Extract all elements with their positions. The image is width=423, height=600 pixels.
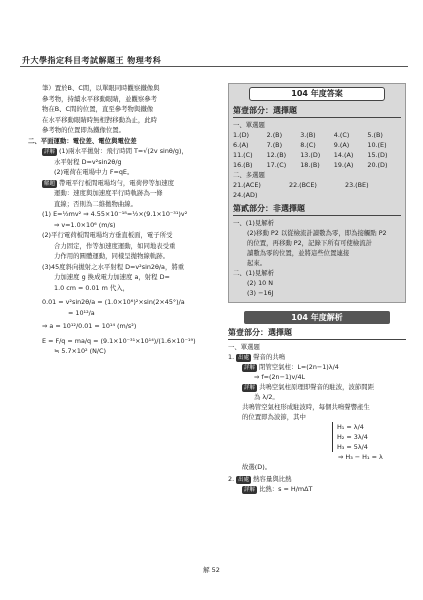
- answer-item: 12.(B): [266, 151, 287, 159]
- text-line: 故選(D)。: [242, 463, 272, 471]
- question-heading: [228, 474, 406, 484]
- label-badge: 詳解: [244, 385, 256, 391]
- solution-line: 運動：速度與加速度平行時軌跡為一條: [54, 189, 163, 197]
- running-header: 升大學指定科目考試解題王 物理考科: [22, 56, 162, 65]
- answer-item: 2.(B): [266, 131, 283, 139]
- subsection-heading: 一、單選題: [233, 121, 265, 129]
- label-badge: 解題: [44, 180, 56, 187]
- subsection-heading: 一、單選題: [228, 343, 260, 351]
- answer-item: 14.(A): [333, 151, 354, 159]
- equation-line: ⇒ H₃ − H₁ = λ: [338, 453, 383, 461]
- text-line: 一、(1)見解析: [233, 219, 275, 227]
- text-line: 力作用的圓體運動，同樣呈拋物線軌跡。: [54, 252, 170, 260]
- solution-line: [28, 178, 223, 189]
- text-line: 的位置，再移動 P2，記錄下所有可使檢流計: [247, 239, 372, 247]
- equation-line: = 10¹²/a: [68, 308, 95, 317]
- equation-line: (1) E=½mv² ⇒ 4.55×10⁻¹⁸=½×(9.1×10⁻³¹)v²: [42, 210, 188, 218]
- answer-item: 10.(E): [367, 141, 387, 149]
- text-line: (2)移動 P2 以從檢流計讀數為零，即為接觸點 P2: [247, 229, 387, 237]
- solution-title: 104 年度解析: [244, 311, 390, 324]
- text-line: (3)45度斜向拋射之水平射程 D=v²sin2θ/a，將重: [42, 262, 185, 271]
- text-line: 二、(1)見解析: [233, 269, 275, 277]
- answer-item: 24.(AD): [233, 191, 258, 199]
- right-column: [228, 83, 406, 494]
- formula-text: 比熱：s = H/mΔT: [259, 485, 313, 493]
- page-number: 解 52: [203, 566, 220, 574]
- answer-item: 7.(B): [266, 141, 283, 149]
- section-heading: 第壹部分：選擇題: [228, 326, 406, 340]
- label-badge: 出處: [238, 477, 250, 483]
- solution-line: [228, 382, 406, 392]
- answer-item: 23.(BE): [345, 181, 369, 189]
- solution-line: 為 λ/2。: [254, 393, 279, 401]
- answer-item: 9.(A): [333, 141, 350, 149]
- text-line: 在水平移動眼睛時無相對移動為止，此時: [42, 115, 158, 124]
- formula-line: [228, 362, 406, 372]
- answer-item: 1.(D): [233, 131, 250, 139]
- question-heading: [228, 352, 406, 362]
- formula-text: (1)兩水平拋射：飛行時間 T=√(2v sinθ/g)，: [59, 147, 188, 155]
- text-line: 筆）置於B、C間，以單眼同時觀察鐵像與: [42, 84, 160, 92]
- equation-result: ≒ 5.7×10² (N/C): [54, 347, 107, 355]
- label-badge: 出處: [238, 355, 250, 361]
- text-line: (2) 10 N: [247, 279, 274, 287]
- solution-text: 帶電平行板間電場均勻，電荷停等加速度: [59, 178, 175, 187]
- question-title: 平面運動：電位差、電位與電位差: [40, 136, 137, 145]
- question-topic: 熱容量與比熱: [253, 475, 292, 483]
- answer-item: 6.(A): [233, 141, 249, 149]
- formula-line: [28, 146, 223, 157]
- text-line: (3) −16J: [247, 289, 274, 297]
- equation-line: H₂ = 3λ/4: [337, 433, 368, 441]
- answer-title: 104 年度答案: [249, 87, 385, 101]
- equation-line: H₁ = λ/4: [337, 423, 364, 431]
- answer-item: 8.(C): [300, 141, 316, 149]
- label-badge: 詳解: [44, 149, 56, 155]
- equation-line: ⇒ v=1.0×10⁶ (m/s): [54, 220, 116, 229]
- equation-line: E = F/q = ma/q = (9.1×10⁻³¹×10¹⁴)/(1.6×10⁻¹⁹): [42, 336, 196, 345]
- equation-bracket: [332, 422, 406, 452]
- label-badge: 詳解: [244, 365, 256, 371]
- answer-item: 20.(D): [367, 161, 388, 169]
- section-heading: 第壹部分：選擇題: [233, 104, 401, 118]
- text-line: (2)平行電荷板間電場均方垂直板面，電子所受: [42, 231, 173, 239]
- answer-item: 22.(BCE): [289, 181, 317, 189]
- formula-line: (2)電荷在電場中力 F=qE。: [54, 168, 134, 176]
- answer-item: 16.(B): [233, 161, 253, 169]
- answer-item: 17.(C): [266, 161, 287, 169]
- equation-line: ⇒ a = 10¹²/0.01 = 10¹⁴ (m/s²): [42, 322, 137, 330]
- question-topic: 聲音的共鳴: [253, 353, 286, 361]
- solution-line: 直線；否則為二維拋物曲線。: [54, 199, 138, 208]
- question-number: 2.: [228, 475, 235, 483]
- formula-line: ⇒ f=(2n−1)v/4L: [254, 373, 306, 381]
- answer-item: 3.(B): [300, 131, 316, 139]
- text-line: 1.0 cm = 0.01 m 代入，: [54, 283, 130, 292]
- answer-item: 5.(B): [367, 131, 383, 139]
- question-number: 二、: [28, 136, 41, 145]
- formula-line: [228, 484, 406, 494]
- subsection-heading: 二、多選題: [233, 171, 265, 179]
- multi-answers-grid: [233, 180, 401, 200]
- formula-line: 水平射程 D=v²sin2θ/g: [54, 157, 122, 166]
- text-line: 力加速度 g 換成電力加速度 a，射程 D=: [54, 273, 170, 281]
- text-line: 參考物的位置即為鐵像位置。: [42, 126, 126, 134]
- text-line: 起來。: [247, 259, 267, 267]
- text-line: 讀數為零的位置，並將這些位置連接: [247, 249, 350, 257]
- answer-item: 19.(A): [333, 161, 354, 169]
- answer-item: 13.(D): [300, 151, 321, 159]
- header-rule: [20, 66, 408, 67]
- label-badge: 詳解: [244, 487, 256, 493]
- answer-box: [228, 83, 406, 303]
- text-line: 物在B、C間的位置，直至參考物與鐵像: [42, 105, 154, 113]
- equation-line: 0.01 = v²sin2θ/a = (1.0×10⁶)²×sin(2×45°)/a: [42, 298, 185, 306]
- text-line: 合力固定，作等加速度運動，如同地表受重: [54, 241, 176, 250]
- text-line: 的位置即為波節，其中: [242, 413, 306, 421]
- solution-text: 共鳴空氣柱原理即聲音的駐波，波節間距: [259, 383, 375, 391]
- single-answers-grid: [233, 130, 401, 170]
- question-2-heading: [28, 136, 223, 147]
- text-line: 參考物，持續水平移動眼睛，並觀察參考: [42, 94, 158, 103]
- formula-text: 閉管空氣柱：L=(2n−1)λ/4: [259, 363, 339, 371]
- left-column: [28, 83, 223, 357]
- answer-item: 21.(ACE): [233, 181, 261, 189]
- text-line: 共鳴管空氣柱形成駐波時，每個共鳴聲響產生: [242, 403, 370, 411]
- answer-item: 4.(C): [333, 131, 350, 139]
- answer-item: 18.(B): [300, 161, 320, 169]
- question-number: 1.: [228, 353, 235, 361]
- section-heading: 第貳部分：非選擇題: [233, 202, 401, 216]
- answer-item: 11.(C): [233, 151, 253, 159]
- answer-item: 15.(D): [367, 151, 388, 159]
- equation-line: H₃ = 5λ/4: [337, 443, 368, 451]
